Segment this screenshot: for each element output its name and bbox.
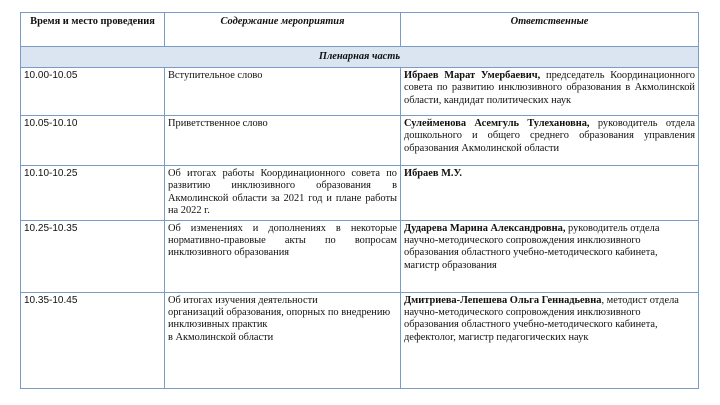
- table-row: [21, 68, 699, 116]
- row-responsible: [401, 68, 699, 116]
- responsible-name: Ибраев М.У.: [404, 168, 463, 179]
- row-topic: [165, 292, 401, 388]
- row-time: 10.35-10.45: [21, 292, 165, 388]
- table-row: [21, 166, 699, 221]
- topic-line: Об итогах изучения деятельности: [168, 294, 318, 306]
- table-row: [21, 220, 699, 292]
- responsible-name: Дударева Марина Александровна,: [404, 222, 566, 234]
- topic-line: инклюзивных практик: [168, 319, 268, 331]
- responsible-details: , методист отдела научно-методического сопровождения инклюзивного образования областного учебно-методического кабинета, дефектолог, магистр педагогических наук: [404, 294, 679, 343]
- header-responsible: Ответственные: [401, 13, 699, 47]
- table-header-row: [21, 13, 699, 47]
- row-topic: Приветственное слово: [165, 116, 401, 166]
- row-topic: Об итогах работы Координационного совета по развитию инклюзивного образования в Акмолинской области за 2021 год и плане работы на 2022 г.: [165, 166, 401, 221]
- responsible-name: Сулейменова Асемгуль Тулехановна,: [404, 118, 590, 129]
- row-time: 10.00-10.05: [21, 68, 165, 116]
- program-table: [20, 12, 699, 389]
- row-time: 10.05-10.10: [21, 116, 165, 166]
- table-row: [21, 116, 699, 166]
- topic-line: в Акмолинской области: [168, 331, 274, 343]
- table-row: [21, 292, 699, 388]
- row-responsible: [401, 116, 699, 166]
- program-sheet: [20, 12, 698, 389]
- section-title: Пленарная часть: [21, 47, 699, 68]
- responsible-details: руководитель отдела научно-методического сопровождения инклюзивного образования областного учебно-методического кабинета, магистр образования: [404, 222, 660, 271]
- row-time: 10.10-10.25: [21, 166, 165, 221]
- row-responsible: [401, 220, 699, 292]
- responsible-details: председатель Координационного совета по развитию инклюзивного образования в Акмолинской области, кандидат политических наук: [404, 70, 695, 106]
- topic-line: организаций образования, опорных по внедрению: [168, 307, 391, 319]
- header-time: Время и место проведения: [21, 13, 165, 47]
- responsible-name: Дмитриева-Лепешева Ольга Геннадьевна: [404, 294, 602, 306]
- row-time: 10.25-10.35: [21, 220, 165, 292]
- responsible-details: руководитель отдела дошкольного и общего среднего образования управления образования Акмолинской области: [404, 118, 695, 154]
- header-topic: Содержание мероприятия: [165, 13, 401, 47]
- row-responsible: [401, 292, 699, 388]
- row-topic: Вступительное слово: [165, 68, 401, 116]
- responsible-name: Ибраев Марат Умербаевич,: [404, 70, 541, 81]
- row-responsible: [401, 166, 699, 221]
- section-row: [21, 47, 699, 68]
- row-topic: Об изменениях и дополнениях в некоторые нормативно-правовые акты по вопросам инклюзивного образования: [165, 220, 401, 292]
